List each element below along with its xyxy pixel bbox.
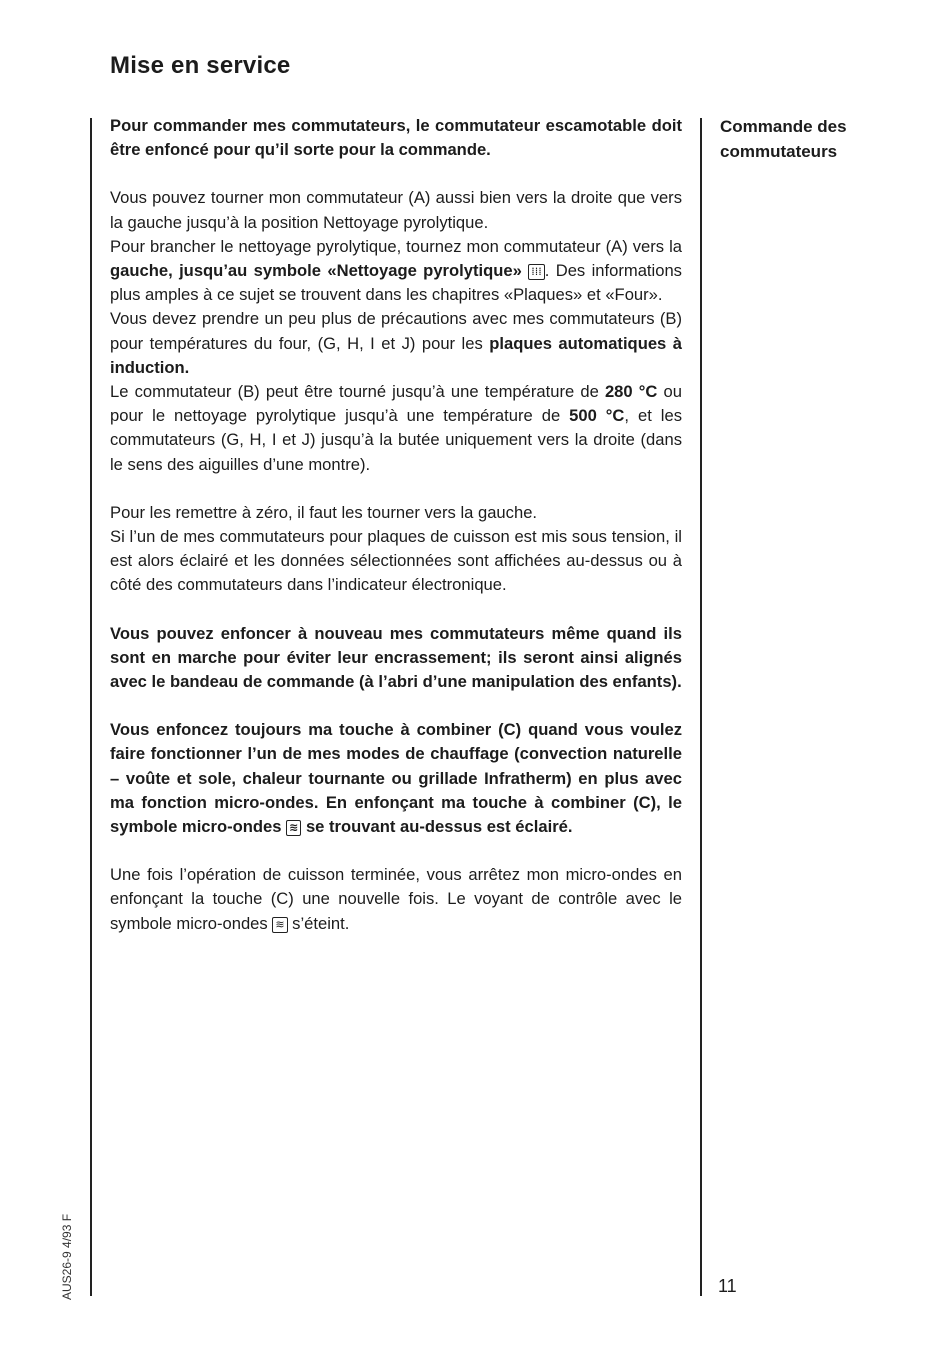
precaution-text: Vous devez prendre un peu plus de précautions avec mes commutateurs (B) pour températures du four, (G, H, I et J) pour les plaques automatiques à induction.	[110, 309, 682, 377]
left-margin-rule	[90, 118, 92, 1296]
turn-commutator-text: Vous pouvez tourner mon commutateur (A) aussi bien vers la droite que vers la gauche jusqu’à la position Nettoyage pyrolytique.	[110, 188, 682, 232]
intro-paragraph: Pour commander mes commutateurs, le commutateur escamotable doit être enfoncé pour qu’il sorte pour la commande.	[110, 116, 682, 160]
document-code: AUS26-9 4/93 F	[60, 1213, 74, 1300]
reset-text: Pour les remettre à zéro, il faut les tourner vers la gauche.	[110, 502, 538, 522]
page-number: 11	[718, 1276, 737, 1296]
temperature-text: Le commutateur (B) peut être tourné jusqu’à une température de 280 °C ou pour le nettoyage pyrolytique jusqu’à une température de 500 °C, et les commutateurs (G, H, I et J) jusqu’à la butée uniquement vers la droite (dans le sens des aiguilles d’une montre).	[110, 382, 682, 474]
page-title: Mise en service	[110, 52, 291, 79]
microwave-stop-paragraph: Une fois l’opération de cuisson terminée, vous arrêtez mon micro-ondes en enfonçant la touche (C) une nouvelle fois. Le voyant de contrôle avec le symbole micro-ondes ≋ s’éteint.	[110, 865, 682, 933]
reset-paragraph	[110, 501, 682, 598]
push-in-paragraph: Vous pouvez enfoncer à nouveau mes commutateurs même quand ils sont en marche pour éviter leur encrassement; ils seront ainsi alignés avec le bandeau de commande (à l’abri d’une manipulation des enfants).	[110, 623, 682, 692]
main-text-column	[110, 114, 682, 960]
illumination-text: Si l’un de mes commutateurs pour plaques de cuisson est mis sous tension, il est alors éclairé et les données sélectionnées sont affichées au-dessus ou à côté des commutateurs dans l’indicateur électronique.	[110, 527, 682, 595]
combine-key-paragraph: Vous enfoncez toujours ma touche à combiner (C) quand vous voulez faire fonctionner l’un de mes modes de chauffage (convection naturelle – voûte et sole, chaleur tournante ou grillade Infratherm) en plus avec ma fonction micro-ondes. En enfonçant ma touche à combiner (C), le symbole micro-ondes ≋ se trouvant au-dessus est éclairé.	[110, 720, 682, 837]
commutator-instructions	[110, 186, 682, 476]
microwave-icon: ≋	[286, 820, 301, 836]
sidebar-heading: Commande des commutateurs	[720, 117, 847, 161]
pyrolytic-text: Pour brancher le nettoyage pyrolytique, tournez mon commutateur (A) vers la gauche, jusqu’au symbole «Nettoyage pyrolytique» ⁞⁞⁞ . Des informations plus amples à ce sujet se trouvent dans les chapitres «Plaques» et «Four».	[110, 236, 682, 305]
microwave-icon: ≋	[272, 917, 287, 933]
pyrolytic-cleaning-icon: ⁞⁞⁞	[528, 264, 545, 280]
right-margin-rule	[700, 118, 702, 1296]
